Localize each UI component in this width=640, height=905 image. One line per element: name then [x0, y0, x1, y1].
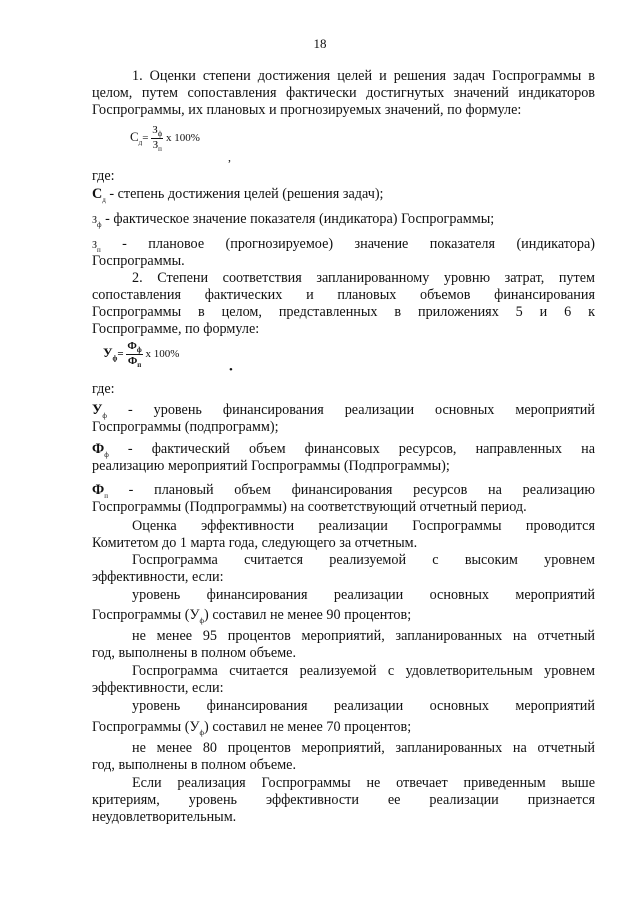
para2-line1: 2. Степени соответствия запланированному уровню затрат, путем — [132, 270, 595, 286]
formula1-left: $С_д$ — [130, 129, 143, 147]
definition-fp-line1: $Ф_п$ - плановый объем финансирования ресурсов на реализацию — [92, 482, 595, 500]
high-cond2-line2: год, выполнены в полном объеме. — [92, 645, 297, 661]
definition-zp: $З_п$ - плановое (прогнозируемое) значение показателя (индикатора) — [92, 236, 595, 254]
formula2-dot: • — [229, 364, 233, 376]
evaluation-line2: Комитетом до 1 марта года, следующего за отчетным. — [92, 535, 418, 551]
para2-line3: Госпрограммы в целом, представленных в приложениях 5 и 6 к — [92, 304, 595, 320]
formula-achievement: $С_д=$ $\frac{З_ф}{З_п}$ х 100% — [130, 124, 200, 154]
satisfactory-cond1-line1: уровень финансирования реализации основных мероприятий — [132, 698, 595, 714]
para1-line1: 1. Оценки степени достижения целей и решения задач Госпрограммы в — [132, 68, 595, 84]
definition-cd: $С_д$ - степень достижения целей (решения задач); — [92, 186, 384, 204]
final-line2: критериям, уровень эффективности ее реализации признается — [92, 792, 595, 808]
high-intro-line2: эффективности, если: — [92, 569, 224, 585]
definition-fp-line2: Госпрограммы (Подпрограммы) на соответствующий отчетный период. — [92, 499, 527, 515]
evaluation-line1: Оценка эффективности реализации Госпрограммы проводится — [132, 518, 595, 534]
definition-zf: $З_ф$ - фактическое значение показателя (индикатора) Госпрограммы; — [92, 211, 495, 229]
satisfactory-cond2-line2: год, выполнены в полном объеме. — [92, 757, 297, 773]
page-number: 18 — [313, 36, 327, 51]
gde-label-1: где: — [92, 168, 115, 184]
formula2-left: $У_ф$ — [103, 345, 118, 363]
definition-uf-line1: $У_ф$ - уровень финансирования реализации основных мероприятий — [92, 402, 595, 420]
gde-label-2: где: — [92, 381, 115, 397]
formula1-multiplier: х 100% — [166, 132, 200, 145]
definition-ff-line2: реализацию мероприятий Госпрограммы (Подпрограммы); — [92, 458, 450, 474]
high-cond2-line1: не менее 95 процентов мероприятий, запланированных на отчетный — [132, 628, 595, 644]
formula2-multiplier: х 100% — [145, 348, 180, 361]
satisfactory-intro-line2: эффективности, если: — [92, 680, 224, 696]
final-line3: неудовлетворительным. — [92, 809, 237, 825]
high-cond1-line2: Госпрограммы $(У_ф)$ составил не менее 90 процентов; — [92, 607, 412, 625]
para2-line4: Госпрограмме, по формуле: — [92, 321, 260, 337]
satisfactory-cond1-line2: Госпрограммы $(У_ф)$ составил не менее 70 процентов; — [92, 719, 412, 737]
para2-line2: сопоставления фактических и плановых объемов финансирования — [92, 287, 595, 303]
satisfactory-cond2-line1: не менее 80 процентов мероприятий, запланированных на отчетный — [132, 740, 595, 756]
formula1-fraction: $\frac{З_ф}{З_п}$ — [152, 124, 163, 154]
high-intro-line1: Госпрограмма считается реализуемой с высоким уровнем — [132, 552, 595, 568]
definition-ff-line1: $Ф_ф$ - фактический объем финансовых ресурсов, направленных на — [92, 441, 595, 459]
definition-uf-line2: Госпрограммы (подпрограмм); — [92, 419, 279, 435]
definition-zp-tail: Госпрограммы. — [92, 253, 185, 269]
formula1-comma: , — [228, 150, 231, 164]
para1-line3: Госпрограммы, их плановых и прогнозируемых значений, по формуле: — [92, 102, 522, 118]
formula2-fraction: $\frac{Ф_ф}{Ф_п}$ — [127, 340, 142, 370]
high-cond1-line1: уровень финансирования реализации основных мероприятий — [132, 587, 595, 603]
satisfactory-intro-line1: Госпрограмма считается реализуемой с удовлетворительным уровнем — [132, 663, 595, 679]
para1-line2: целом, путем сопоставления фактически достигнутых значений индикаторов — [92, 85, 595, 101]
formula-financing: $У_ф=$ $\frac{Ф_ф}{Ф_п}$ х 100% — [103, 340, 180, 370]
final-line1: Если реализация Госпрограммы не отвечает приведенным выше — [132, 775, 595, 791]
